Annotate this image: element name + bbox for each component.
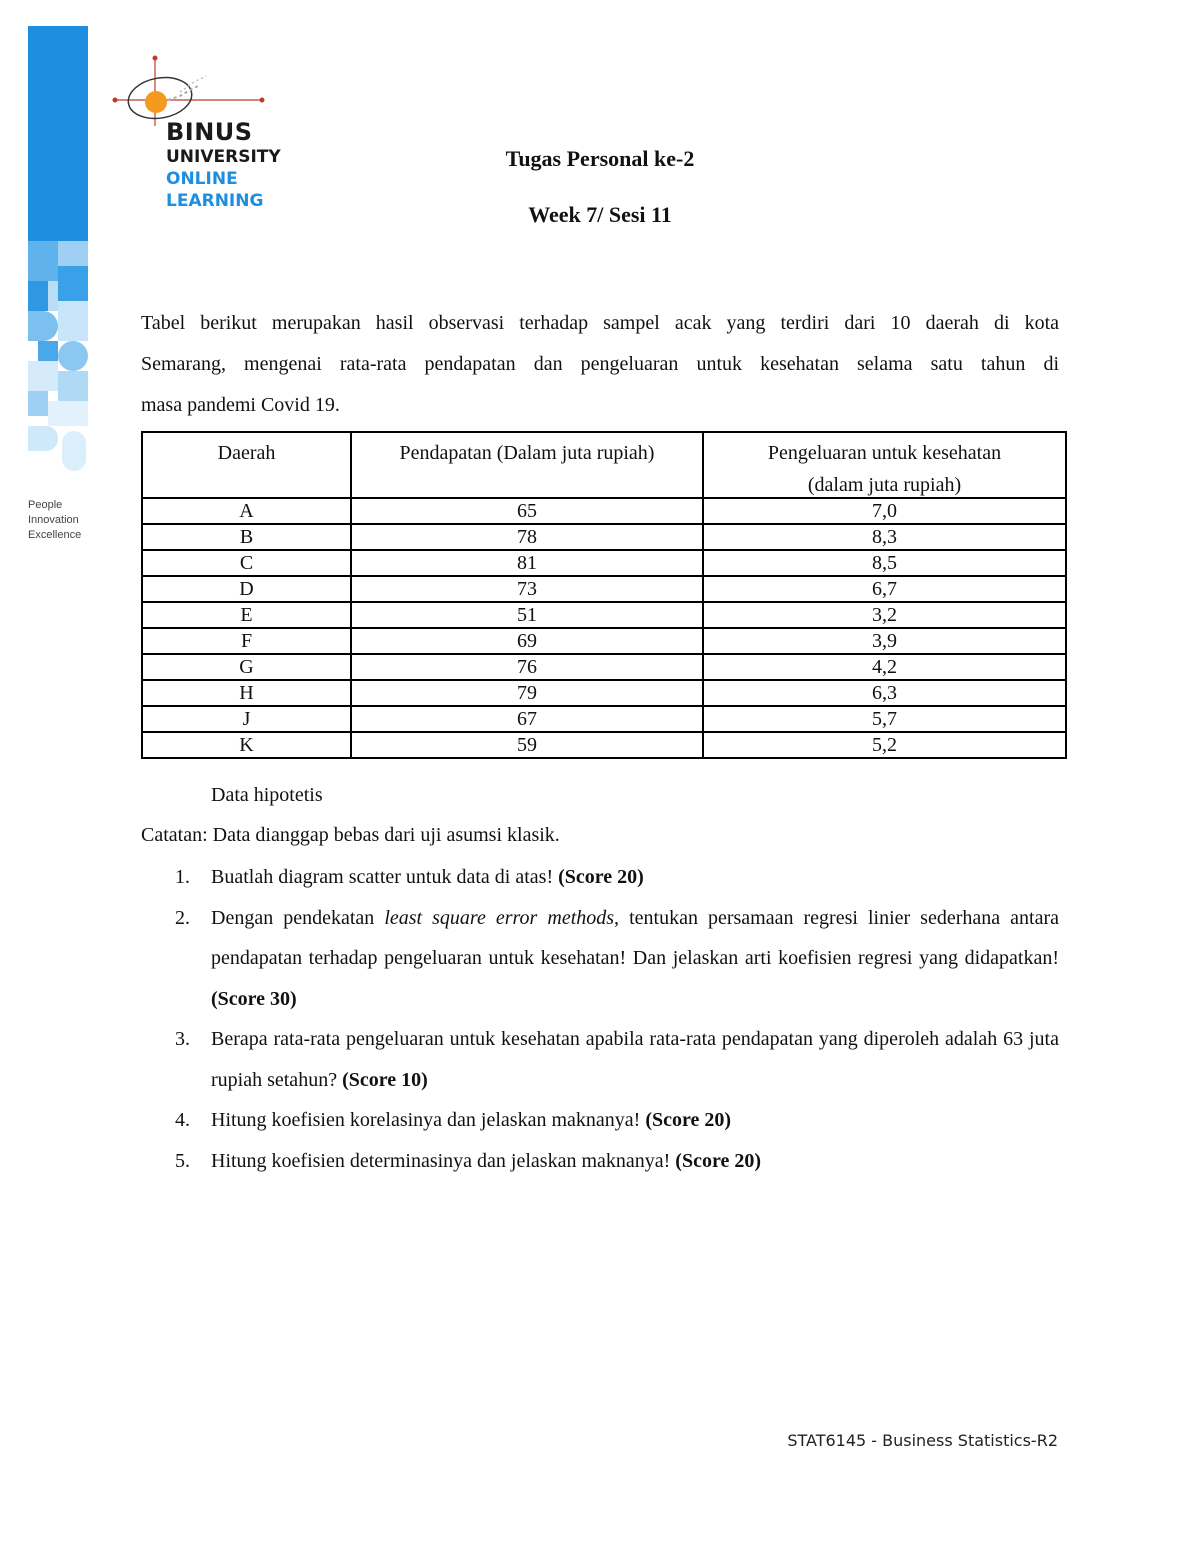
logo-university: UNIVERSITY (166, 147, 281, 167)
task-item (141, 1100, 1059, 1141)
cell-daerah: E (142, 602, 351, 628)
cell-pendapatan: 67 (351, 706, 703, 732)
intro-paragraph (141, 303, 1059, 426)
task-text: Dengan pendekatan (211, 906, 385, 929)
header-pengeluaran-line-2: (dalam juta rupiah) (807, 474, 962, 496)
task-text: Hitung koefisien determinasinya dan jelaskan maknanya! (211, 1149, 676, 1172)
table-row (142, 524, 1066, 550)
task-number: 4. (175, 1109, 190, 1131)
cell-daerah: H (142, 680, 351, 706)
tagline-people: People (28, 499, 63, 511)
task-item (141, 1019, 1059, 1100)
task-text: least square error methods (384, 906, 615, 929)
logo-learning: LEARNING (166, 191, 264, 211)
page-subtitle: Week 7/ Sesi 11 (528, 202, 672, 227)
table-row (142, 706, 1066, 732)
task-number: 3. (175, 1028, 190, 1050)
header-daerah: Daerah (142, 432, 351, 498)
cell-pengeluaran: 5,2 (703, 732, 1066, 758)
footer-course-code: STAT6145 - Business Statistics-R2 (787, 1431, 1058, 1450)
table-row (142, 732, 1066, 758)
cell-pengeluaran: 3,2 (703, 602, 1066, 628)
tagline-innovation: Innovation (28, 514, 79, 526)
cell-pendapatan: 69 (351, 628, 703, 654)
cell-pendapatan: 73 (351, 576, 703, 602)
header-pengeluaran-line-1: Pengeluaran untuk kesehatan (767, 442, 1002, 464)
tagline (28, 498, 81, 543)
logo-online: ONLINE (166, 169, 238, 189)
cell-daerah: G (142, 654, 351, 680)
cell-daerah: K (142, 732, 351, 758)
cell-daerah: D (142, 576, 351, 602)
task-item (141, 857, 1059, 898)
task-text: Berapa rata-rata pengeluaran untuk kesehatan apabila rata-rata pendapatan yang diperoleh adalah 63 juta rupiah setahun? (211, 1028, 1059, 1091)
task-number: 2. (175, 906, 190, 929)
cell-pengeluaran: 5,7 (703, 706, 1066, 732)
task-score: (Score 30) (211, 987, 297, 1010)
cell-pendapatan: 79 (351, 680, 703, 706)
table-header-row (142, 432, 1066, 498)
task-text: , tentukan persamaan regresi linier sederhana antara pendapatan terhadap pengeluaran untuk kesehatan! Dan jelaskan arti koefisien regresi yang didapatkan! (211, 906, 1060, 969)
cell-pengeluaran: 4,2 (703, 654, 1066, 680)
cell-pengeluaran: 7,0 (703, 498, 1066, 524)
task-text: Buatlah diagram scatter untuk data di atas! (211, 866, 559, 888)
cell-pengeluaran: 6,3 (703, 680, 1066, 706)
task-score: (Score 10) (342, 1068, 428, 1091)
table-row (142, 628, 1066, 654)
task-score: (Score 20) (645, 1109, 732, 1131)
cell-daerah: J (142, 706, 351, 732)
task-list (141, 857, 1059, 1181)
cell-pendapatan: 65 (351, 498, 703, 524)
table-row (142, 550, 1066, 576)
task-item (141, 1141, 1059, 1182)
header-pendapatan: Pendapatan (Dalam juta rupiah) (351, 432, 703, 498)
catatan-note: Catatan: Data dianggap bebas dari uji asumsi klasik. (141, 824, 560, 846)
side-mosaic-pattern (28, 241, 88, 481)
task-score: (Score 20) (558, 866, 644, 888)
tagline-excellence: Excellence (28, 529, 82, 541)
cell-pendapatan: 78 (351, 524, 703, 550)
table-body (142, 498, 1066, 758)
table-row (142, 602, 1066, 628)
header-pengeluaran (703, 432, 1066, 498)
cell-daerah: A (142, 498, 351, 524)
cell-pendapatan: 81 (351, 550, 703, 576)
task-number: 1. (175, 866, 190, 888)
logo-binus: BINUS (166, 118, 253, 146)
cell-pengeluaran: 8,5 (703, 550, 1066, 576)
table-row (142, 680, 1066, 706)
cell-pengeluaran: 8,3 (703, 524, 1066, 550)
task-score: (Score 20) (675, 1149, 762, 1172)
cell-pengeluaran: 6,7 (703, 576, 1066, 602)
page-title: Tugas Personal ke-2 (505, 146, 695, 171)
note-hipotetis: Data hipotetis (211, 784, 323, 806)
task-number: 5. (175, 1149, 190, 1172)
data-table (141, 431, 1067, 759)
cell-daerah: B (142, 524, 351, 550)
intro-line-1: Tabel berikut merupakan hasil observasi terhadap sampel acak yang terdiri dari 10 daerah di kota (141, 312, 1059, 334)
intro-line-3: masa pandemi Covid 19. (141, 394, 340, 416)
cell-daerah: F (142, 628, 351, 654)
task-text: Hitung koefisien korelasinya dan jelaskan maknanya! (211, 1109, 646, 1131)
task-item (141, 898, 1059, 1020)
cell-pengeluaran: 3,9 (703, 628, 1066, 654)
table-row (142, 576, 1066, 602)
cell-pendapatan: 59 (351, 732, 703, 758)
cell-daerah: C (142, 550, 351, 576)
intro-line-2: Semarang, mengenai rata-rata pendapatan dan pengeluaran untuk kesehatan selama satu tahun di (141, 353, 1059, 375)
table-row (142, 498, 1066, 524)
table-row (142, 654, 1066, 680)
cell-pendapatan: 76 (351, 654, 703, 680)
cell-pendapatan: 51 (351, 602, 703, 628)
